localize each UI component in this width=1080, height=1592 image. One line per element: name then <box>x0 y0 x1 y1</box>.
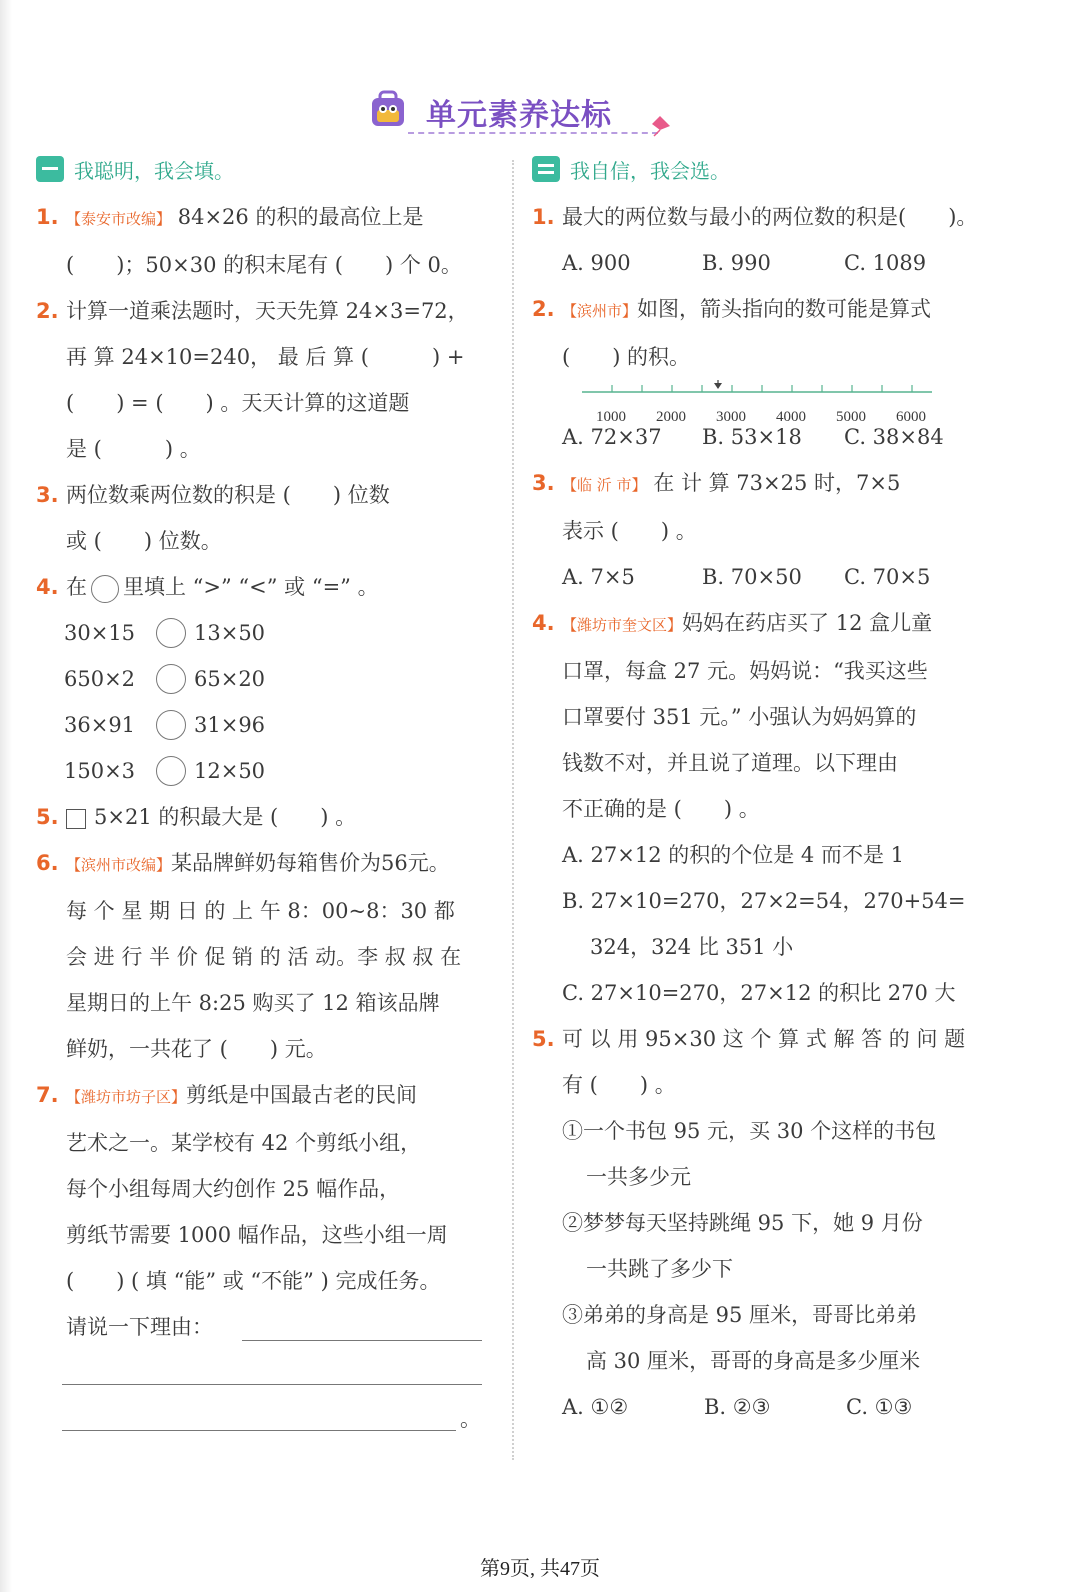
source-tag: 【 潍坊市奎文区 】 <box>562 616 682 634</box>
tick-label: 5000 <box>836 409 866 425</box>
compare-left: 650×2 <box>64 667 136 691</box>
question-number: 6. <box>36 851 59 875</box>
number-line <box>582 380 992 425</box>
question-text: 5×21 的积最大是 ( ) 。 <box>94 805 357 829</box>
option-a[interactable]: A. 72×37 <box>562 425 662 449</box>
question-text: 计算一道乘法题时，天天先算 24×3=72， <box>66 299 469 323</box>
option-a[interactable]: A. 27×12 的积的个位是 4 而不是 1 <box>562 843 904 867</box>
compare-right: 31×96 <box>194 713 266 737</box>
answer-circle[interactable] <box>156 618 186 648</box>
digit-box-icon[interactable] <box>66 809 86 829</box>
question-text: 星期日的上午 8:25 购买了 12 箱该品牌 <box>66 991 440 1015</box>
question-text: 表示 ( ) 。 <box>562 519 697 543</box>
compare-rows <box>36 610 498 794</box>
question-1-3 <box>36 472 498 564</box>
statement-2-cont: 一共跳了多少下 <box>586 1257 733 1281</box>
options <box>562 1384 992 1430</box>
option-a[interactable]: A. ①② <box>562 1395 629 1419</box>
question-text: 84×26 的积的最高位上是 <box>177 205 424 229</box>
option-c[interactable]: C. 70×5 <box>844 565 931 589</box>
question-text: ( ) = ( ) 。天天计算的这道题 <box>66 391 410 415</box>
question-text: ( ) ( 填 “能” 或 “不能” ) 完成任务。 <box>66 1269 441 1293</box>
question-number: 5. <box>36 805 59 829</box>
option-c[interactable]: C. ①③ <box>846 1395 913 1419</box>
question-text: 每个小组每周大约创作 25 幅作品， <box>66 1177 401 1201</box>
tick-label: 3000 <box>716 409 746 425</box>
compare-left: 36×91 <box>64 713 136 737</box>
compare-right: 12×50 <box>194 759 266 783</box>
statement-1: ①一个书包 95 元，买 30 个这样的书包 <box>562 1119 937 1143</box>
question-text: 如图，箭头指向的数可能是算式 <box>637 297 932 321</box>
question-text: 某品牌鲜奶每箱售价为56元。 <box>171 851 450 875</box>
question-text: 或 ( ) 位数。 <box>66 529 222 553</box>
reason-line[interactable] <box>62 1384 482 1385</box>
question-text: 剪纸是中国最古老的民间 <box>186 1083 418 1107</box>
question-text: 妈妈在药店买了 12 盒儿童 <box>682 611 933 635</box>
source-tag: 【 滨州市改编 】 <box>66 856 171 874</box>
section1-title: 我聪明，我会填。 <box>74 158 234 183</box>
option-b[interactable]: B. 70×50 <box>702 565 802 589</box>
option-b[interactable]: B. 990 <box>702 251 771 275</box>
question-text: 艺术之一。某学校有 42 个剪纸小组， <box>66 1131 422 1155</box>
source-tag: 【 泰安市改编 】 <box>66 210 171 228</box>
question-number: 3. <box>532 471 555 495</box>
tick-label: 1000 <box>596 409 626 425</box>
question-text: 不正确的是 ( ) 。 <box>562 797 760 821</box>
options <box>562 240 992 286</box>
source-tag: 【 潍坊市坊子区 】 <box>66 1088 186 1106</box>
question-2-5 <box>532 1016 992 1430</box>
section-fill-in <box>36 150 498 1442</box>
question-number: 1. <box>36 205 59 229</box>
question-number: 2. <box>36 299 59 323</box>
question-text: 在 计 算 73×25 时，7×5 <box>653 471 901 495</box>
section2-heading <box>532 150 992 188</box>
section-multiple-choice <box>532 150 992 1430</box>
question-number: 4. <box>532 611 555 635</box>
question-text: 鲜奶，一共花了 ( ) 元。 <box>66 1037 327 1061</box>
option-a[interactable]: A. 900 <box>562 251 631 275</box>
statement-3: ③弟弟的身高是 95 厘米，哥哥比弟弟 <box>562 1303 918 1327</box>
compare-row <box>64 656 498 702</box>
tick-label: 2000 <box>656 409 686 425</box>
option-a[interactable]: A. 7×5 <box>562 565 635 589</box>
section1-heading <box>36 150 498 188</box>
question-text: 会 进 行 半 价 促 销 的 活 动。李 叔 叔 在 <box>66 945 462 969</box>
compare-row <box>64 702 498 748</box>
compare-row <box>64 610 498 656</box>
question-text: 在 <box>66 575 87 599</box>
question-text: 是 ( ) 。 <box>66 437 201 461</box>
question-1-6 <box>36 840 498 1072</box>
compare-circle-icon <box>91 575 119 603</box>
statement-3-cont: 高 30 厘米，哥哥的身高是多少厘米 <box>586 1349 921 1373</box>
option-b[interactable]: B. 27×10=270，27×2=54，270+54= <box>562 889 966 913</box>
question-text: 口罩，每盒 27 元。妈妈说：“我买这些 <box>562 659 928 683</box>
question-text: 口罩要付 351 元。” 小强认为妈妈算的 <box>562 705 917 729</box>
question-2-1 <box>532 194 992 286</box>
kite-icon <box>648 114 672 138</box>
question-text: 最大的两位数与最小的两位数的积是( )。 <box>562 205 978 229</box>
answer-circle[interactable] <box>156 756 186 786</box>
question-number: 5. <box>532 1027 555 1051</box>
option-b[interactable]: B. 53×18 <box>702 425 802 449</box>
question-number: 3. <box>36 483 59 507</box>
question-text: 可 以 用 95×30 这 个 算 式 解 答 的 问 题 <box>562 1027 966 1051</box>
question-text: ( )；50×30 的积末尾有 ( ) 个 0。 <box>66 253 462 277</box>
option-b-cont: 324，324 比 351 小 <box>590 935 794 959</box>
question-1-5 <box>36 794 498 840</box>
source-tag: 【 临 沂 市 】 <box>562 476 647 494</box>
question-text: 每 个 星 期 日 的 上 午 8：00~8：30 都 <box>66 899 455 923</box>
question-text: 里填上 “>” “<” 或 “=” 。 <box>123 575 379 599</box>
source-tag: 【 滨州市 】 <box>562 302 637 320</box>
question-2-4 <box>532 600 992 1016</box>
question-text: 再 算 24×10=240， 最 后 算 ( ) + <box>66 345 465 369</box>
question-number: 1. <box>532 205 555 229</box>
question-1-2 <box>36 288 498 472</box>
compare-row <box>64 748 498 794</box>
title-underline <box>408 132 658 134</box>
reason-line[interactable] <box>242 1340 482 1341</box>
end-mark: 。 <box>460 1407 481 1431</box>
question-text: 有 ( ) 。 <box>562 1073 676 1097</box>
reason-label: 请说一下理由： <box>66 1315 213 1339</box>
question-number: 4. <box>36 575 59 599</box>
statement-1-cont: 一共多少元 <box>586 1165 691 1189</box>
schoolbag-icon <box>368 90 408 128</box>
section2-title: 我自信，我会选。 <box>570 158 730 183</box>
answer-circle[interactable] <box>156 664 186 694</box>
compare-right: 13×50 <box>194 621 266 645</box>
page-edge <box>0 0 12 1592</box>
question-1-4 <box>36 564 498 610</box>
page-title: 单元素养达标 <box>426 98 612 133</box>
question-text: 两位数乘两位数的积是 ( ) 位数 <box>66 483 390 507</box>
question-2-3 <box>532 460 992 600</box>
reason-line[interactable] <box>62 1430 456 1431</box>
options <box>562 554 992 600</box>
statement-2: ②梦梦每天坚持跳绳 95 下，她 9 月份 <box>562 1211 923 1235</box>
section2-badge <box>532 156 560 182</box>
option-c[interactable]: C. 1089 <box>844 251 927 275</box>
tick-label: 6000 <box>896 409 926 425</box>
question-number: 7. <box>36 1083 59 1107</box>
compare-left: 30×15 <box>64 621 136 645</box>
compare-left: 150×3 <box>64 759 136 783</box>
page-footer: 第9页, 共47页 <box>480 1558 600 1580</box>
tick-label: 4000 <box>776 409 806 425</box>
question-number: 2. <box>532 297 555 321</box>
question-text: 钱数不对，并且说了道理。以下理由 <box>562 751 898 775</box>
question-1-7 <box>36 1072 498 1442</box>
unit-header <box>360 84 700 144</box>
option-c[interactable]: C. 38×84 <box>844 425 944 449</box>
question-2-2 <box>532 286 992 460</box>
option-c[interactable]: C. 27×10=270，27×12 的积比 270 大 <box>562 981 956 1005</box>
answer-circle[interactable] <box>156 710 186 740</box>
section1-badge <box>36 156 64 182</box>
question-text: 剪纸节需要 1000 幅作品，这些小组一周 <box>66 1223 448 1247</box>
number-line-axis <box>582 380 942 420</box>
question-1-1 <box>36 194 498 288</box>
option-b[interactable]: B. ②③ <box>704 1395 771 1419</box>
compare-right: 65×20 <box>194 667 266 691</box>
question-text: ( ) 的积。 <box>562 345 691 369</box>
column-divider <box>512 160 514 1460</box>
